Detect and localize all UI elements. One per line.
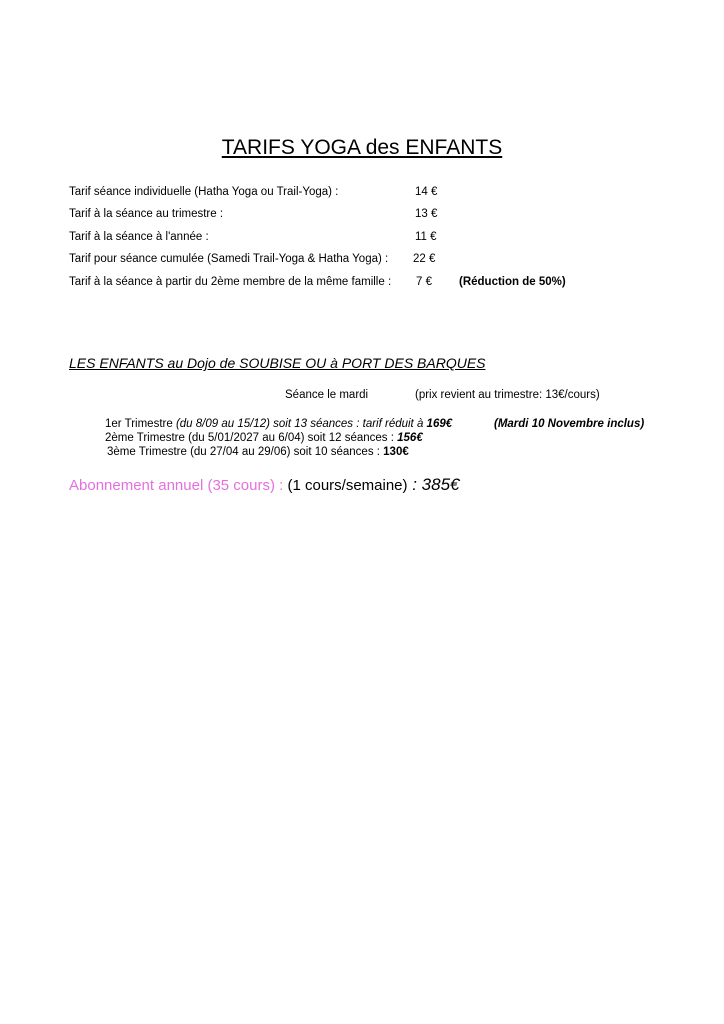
tarif-price-individuelle: 14 € — [415, 186, 438, 198]
section-title: LES ENFANTS au Dojo de SOUBISE OU à PORT DES BARQUES — [69, 355, 486, 371]
trimestre-2-text: 2ème Trimestre (du 5/01/2027 au 6/04) soit 12 séances : — [105, 432, 398, 444]
trimestre-2 — [105, 432, 423, 444]
trimestre-3-price: 130€ — [383, 446, 409, 458]
tarif-price-cumulee: 22 € — [413, 253, 436, 265]
trimestre-3 — [107, 446, 409, 458]
abonnement-detail: (1 cours/semaine) — [287, 477, 408, 494]
seance-day: Séance le mardi — [285, 389, 369, 401]
tarif-price-annee: 11 € — [415, 231, 437, 243]
trimestre-2-price: 156€ — [397, 432, 423, 444]
reduction-note: (Réduction de 50%) — [459, 276, 566, 288]
tarif-price-trimestre: 13 € — [415, 208, 438, 220]
trimestre-1-price: 169€ — [426, 418, 453, 430]
trimestre-1 — [105, 418, 452, 430]
tarif-label-cumulee: Tarif pour séance cumulée (Samedi Trail-Yoga & Hatha Yoga) : — [69, 253, 389, 265]
tarif-label-individuelle: Tarif séance individuelle (Hatha Yoga ou Trail-Yoga) : — [69, 186, 339, 198]
abonnement-label: Abonnement annuel (35 cours) : — [69, 477, 288, 494]
abonnement-price: : 385€ — [407, 475, 460, 494]
trimestre-1-detail: (du 8/09 au 15/12) soit 13 séances : tarif réduit à — [172, 418, 427, 430]
trimestre-1-note: (Mardi 10 Novembre inclus) — [494, 418, 645, 430]
tarif-price-famille: 7 € — [416, 276, 432, 288]
tarif-label-famille: Tarif à la séance à partir du 2ème membre de la même famille : — [69, 276, 392, 288]
tarif-label-annee: Tarif à la séance à l'année : — [69, 231, 209, 243]
abonnement-line — [69, 475, 460, 495]
trimestre-1-name: 1er Trimestre — [105, 418, 173, 430]
tarif-label-trimestre: Tarif à la séance au trimestre : — [69, 208, 224, 220]
trimestre-3-text: 3ème Trimestre (du 27/04 au 29/06) soit 10 séances : — [107, 446, 384, 458]
page-title: TARIFS YOGA des ENFANTS — [221, 136, 503, 159]
prix-revient: (prix revient au trimestre: 13€/cours) — [415, 389, 600, 401]
